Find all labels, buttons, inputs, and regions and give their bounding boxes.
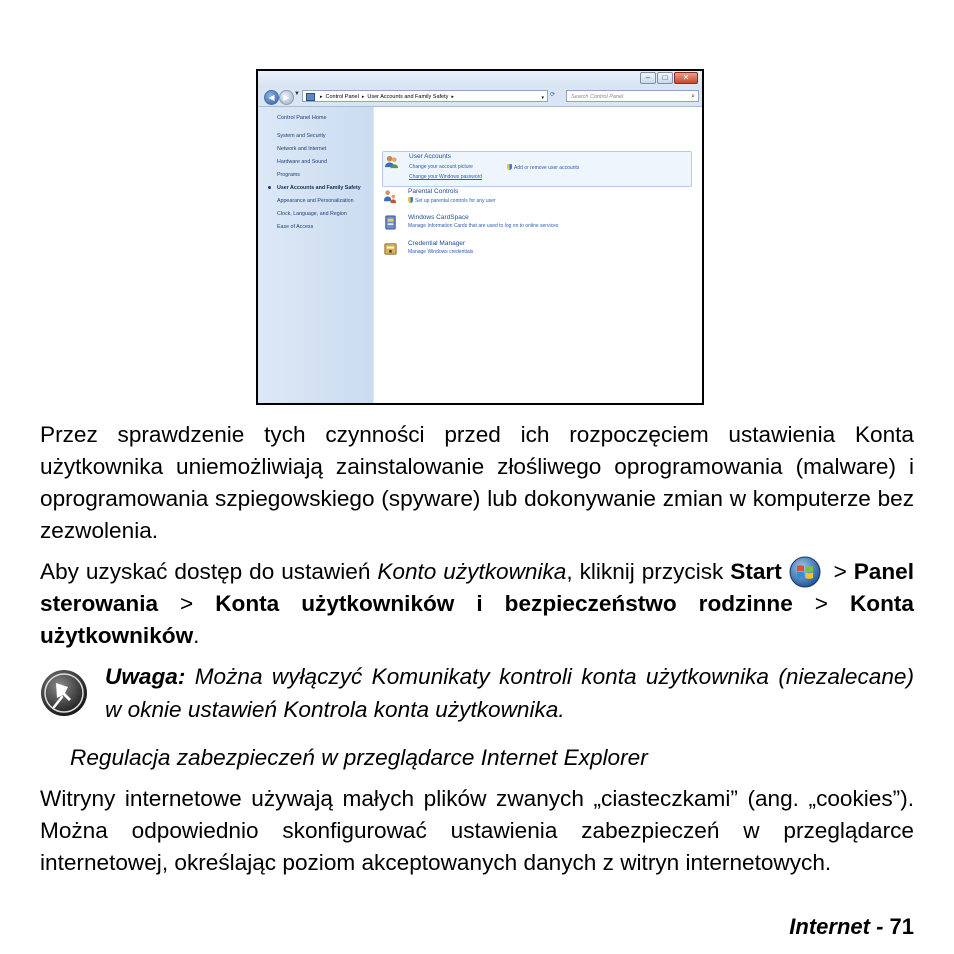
parental-controls-icon — [383, 189, 398, 204]
sidebar-item[interactable]: Appearance and Personalization — [277, 198, 354, 204]
windows-start-icon — [789, 556, 821, 588]
breadcrumb-separator-icon[interactable]: ▸ — [320, 94, 323, 100]
category-user-accounts — [382, 151, 692, 187]
section-subheading: Regulacja zabezpieczeń w przeglądarce Internet Explorer — [70, 745, 648, 770]
user-accounts-title[interactable]: User Accounts — [409, 153, 451, 160]
sidebar-items — [277, 133, 371, 237]
control-panel-icon — [306, 93, 315, 101]
category-cardspace — [382, 213, 692, 237]
change-picture-link[interactable]: Change your account picture — [409, 164, 473, 170]
access-text-panel: Panel sterowania — [40, 559, 915, 616]
search-icon[interactable]: ⌕ — [691, 93, 695, 100]
access-text-start: Start — [730, 559, 782, 584]
note-pushpin-icon — [40, 669, 88, 717]
note-text — [105, 660, 914, 726]
add-remove-users-link[interactable] — [507, 164, 579, 171]
sidebar-home-link[interactable]: Control Panel Home — [277, 115, 327, 121]
search-placeholder: Search Control Panel — [571, 94, 624, 100]
page-number: 71 — [889, 914, 914, 939]
forward-icon[interactable]: ▶ — [279, 90, 294, 105]
maximize-button[interactable]: □ — [657, 72, 673, 84]
access-separator-3: > — [792, 591, 850, 616]
set-up-parental-controls-link[interactable] — [408, 197, 496, 204]
access-text-end: . — [193, 623, 200, 648]
set-up-parental-controls-label: Set up parental controls for any user — [415, 198, 496, 204]
breadcrumb-user-accounts[interactable]: User Accounts and Family Safety — [367, 94, 449, 100]
main-content — [374, 107, 702, 403]
breadcrumb-control-panel[interactable]: Control Panel — [325, 94, 359, 100]
manage-windows-credentials-link[interactable]: Manage Windows credentials — [408, 249, 474, 255]
address-dropdown-icon[interactable]: ▾ — [541, 95, 544, 101]
minimize-button[interactable]: – — [640, 72, 656, 84]
control-panel-screenshot — [256, 69, 704, 405]
sidebar-item[interactable]: Clock, Language, and Region — [277, 211, 347, 217]
shield-icon — [408, 197, 413, 203]
access-separator-1: > — [826, 559, 854, 584]
paragraph-access — [40, 556, 914, 652]
sidebar-item[interactable]: Ease of Access — [277, 224, 314, 230]
breadcrumb-separator-icon[interactable]: ▸ — [451, 94, 454, 100]
back-icon[interactable]: ◀ — [264, 90, 279, 105]
note-label: Uwaga: — [105, 664, 186, 689]
access-text-konta-bezpieczenstwo: Konta użytkowników i bezpieczeństwo rodzinne — [215, 591, 793, 616]
window-titlebar — [258, 71, 702, 88]
refresh-icon[interactable]: ⟳ — [550, 92, 556, 98]
paragraph-intro: Przez sprawdzenie tych czynności przed ich rozpoczęciem ustawienia Konta użytkownika uniemożliwiają zainstalowanie złośliwego oprogramowania (malware) i oprogramowania szpiegowskiego (spyware) lub dokonywanie zmian w komputerze bez zezwolenia. — [40, 422, 914, 543]
category-parental-controls — [382, 187, 692, 211]
cardspace-icon — [383, 215, 398, 230]
sidebar — [258, 107, 373, 403]
add-remove-users-label: Add or remove user accounts — [514, 165, 580, 171]
sidebar-item[interactable]: Hardware and Sound — [277, 159, 328, 165]
access-separator-2: > — [158, 591, 216, 616]
parental-controls-title[interactable]: Parental Controls — [408, 188, 459, 195]
credential-manager-icon — [383, 241, 398, 256]
change-password-link[interactable]: Change your Windows password — [409, 174, 483, 180]
address-row — [258, 88, 702, 107]
page-footer — [789, 914, 914, 940]
credential-manager-title[interactable]: Credential Manager — [408, 240, 466, 247]
manage-information-cards-link[interactable]: Manage Information Cards that are used to log on to online services — [408, 223, 559, 229]
footer-section: Internet - — [789, 914, 890, 939]
sidebar-item[interactable]: Network and Internet — [277, 146, 327, 152]
access-text-c: , kliknij przycisk — [566, 559, 731, 584]
shield-icon — [507, 164, 512, 170]
cardspace-title[interactable]: Windows CardSpace — [408, 214, 469, 221]
search-input[interactable] — [566, 90, 699, 102]
access-text-konto: Konto użytkownika — [377, 559, 567, 584]
history-dropdown-icon[interactable]: ▼ — [294, 91, 300, 97]
sidebar-item[interactable]: System and Security — [277, 133, 326, 139]
user-accounts-icon — [384, 154, 399, 169]
address-bar[interactable] — [302, 90, 548, 102]
sidebar-item[interactable]: User Accounts and Family Safety — [277, 185, 371, 191]
access-text-a: Aby uzyskać dostęp do ustawień — [40, 559, 378, 584]
sidebar-item[interactable]: Programs — [277, 172, 300, 178]
breadcrumb-separator-icon[interactable]: ▸ — [361, 94, 365, 100]
note-body: Można wyłączyć Komunikaty kontroli konta użytkownika (niezalecane) w oknie ustawień Kontrola konta użytkownika. — [105, 664, 914, 722]
category-credential-manager — [382, 239, 692, 263]
access-text-konta: Konta użytkowników — [40, 591, 914, 648]
paragraph-cookies: Witryny internetowe używają małych plików zwanych „ciasteczkami” (ang. „cookies”). Można odpowiednio skonfigurować ustawienia zabezpieczeń w przeglądarce internetowej, określając poziom akceptowanych danych z witryn internetowych. — [40, 786, 914, 875]
close-button[interactable]: ✕ — [674, 72, 698, 84]
